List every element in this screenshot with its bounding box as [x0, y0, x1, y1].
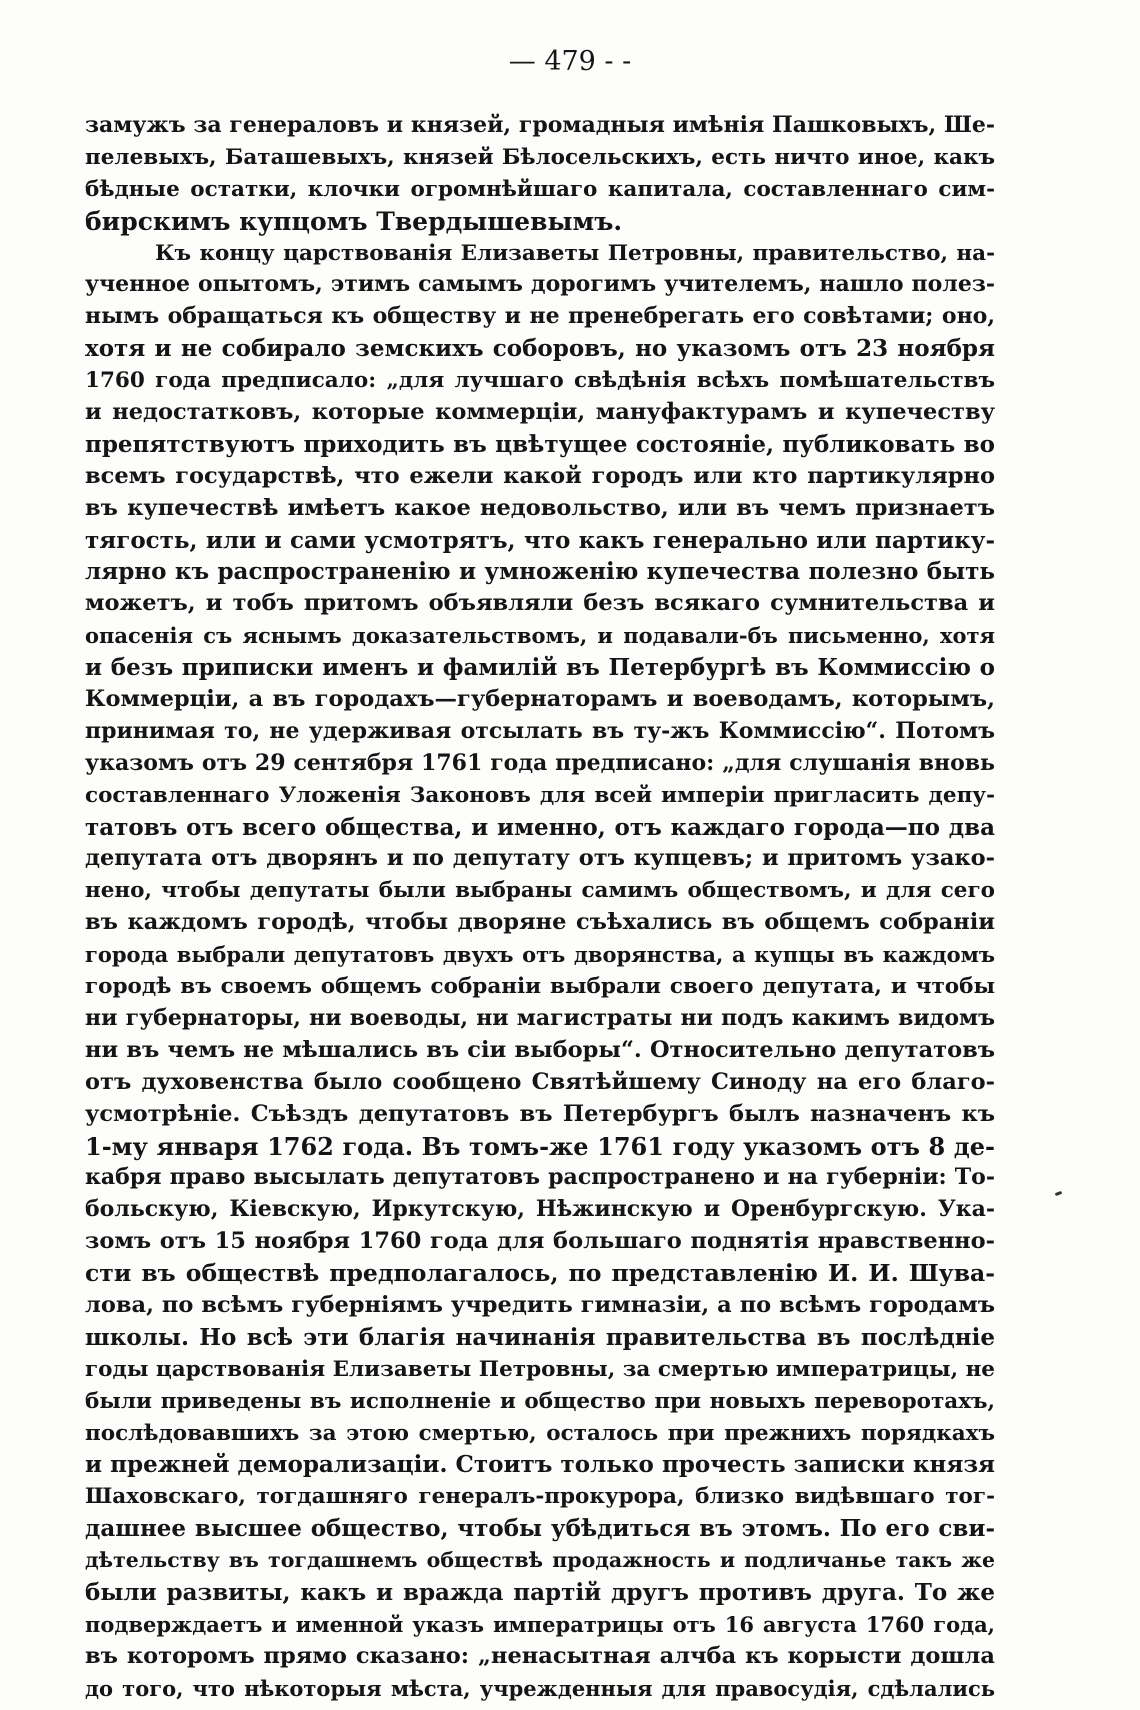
- text-line: опасенія съ яснымъ доказательствомъ, и подавали-бъ письменно, хотя: [85, 623, 995, 649]
- text-line: депутата отъ дворянъ и по депутату отъ купцевъ; и притомъ узако-: [85, 845, 995, 872]
- page-number: — 479 - -: [508, 46, 632, 77]
- text-line: Шаховскаго, тогдашняго генералъ-прокурора, близко видѣвшаго тог-: [85, 1484, 995, 1510]
- body-text: [85, 110, 995, 1705]
- text-line: больскую, Кіевскую, Иркутскую, Нѣжинскую и Оренбургскую. Ука-: [85, 1196, 995, 1223]
- text-line: послѣдовавшихъ за этою смертью, осталось при прежнихъ порядкахъ: [85, 1420, 995, 1446]
- text-line: бирскимъ купцомъ Твердышевымъ.: [85, 206, 623, 236]
- text-line: были развиты, какъ и вражда партій другъ противъ друга. То же: [85, 1578, 995, 1606]
- text-line: нымъ обращаться къ обществу и не пренебрегать его совѣтами; оно,: [85, 303, 995, 330]
- text-line: были приведены въ исполненіе и общество при новыхъ переворотахъ,: [85, 1388, 995, 1414]
- text-line: дѣтельству въ тогдашнемъ обществѣ продажность и подличанье такъ же: [85, 1548, 995, 1573]
- text-line: лярно къ распространенію и умноженію купечества полезно быть: [85, 558, 995, 586]
- text-line: лова, по всѣмъ губерніямъ учредить гимназіи, а по всѣмъ городамъ: [85, 1291, 995, 1318]
- text-line: въ которомъ прямо сказано: „ненасытная алчба къ корысти дошла: [85, 1642, 995, 1669]
- text-line: татовъ отъ всего общества, и именно, отъ каждаго города—по два: [85, 813, 995, 841]
- text-line: до того, что нѣкоторыя мѣста, учрежденныя для правосудія, сдѣлались: [85, 1675, 995, 1701]
- text-line: тягость, или и сами усмотрятъ, что какъ генерально или партику-: [85, 526, 995, 554]
- text-line: въ каждомъ городѣ, чтобы дворяне съѣхались въ общемъ собраніи: [85, 909, 995, 936]
- text-line: можетъ, и тобъ притомъ объявляли безъ всякаго сумнительства и: [85, 590, 995, 617]
- text-line: препятствуютъ приходить въ цвѣтущее состояніе, публиковать во: [85, 430, 995, 458]
- text-line: составленнаго Уложенія Законовъ для всей имперіи пригласить депу-: [85, 782, 995, 808]
- text-line: указомъ отъ 29 сентября 1761 года предписано: „для слушанія вновь: [85, 749, 995, 776]
- text-line: Коммерціи, а въ городахъ—губернаторамъ и воеводамъ, которымъ,: [85, 686, 995, 713]
- ink-speck: [1055, 1191, 1063, 1196]
- text-line: всемъ государствѣ, что ежели какой городъ или кто партикулярно: [85, 462, 995, 489]
- text-line: и безъ приписки именъ и фамилій въ Петербургѣ въ Коммиссію о: [85, 654, 995, 682]
- text-line: дашнее высшее общество, чтобы убѣдиться въ этомъ. По его сви-: [85, 1515, 995, 1543]
- text-line: Къ концу царствованія Елизаветы Петровны, правительство, на-: [155, 240, 995, 266]
- text-line: и недостатковъ, которые коммерціи, мануфактурамъ и купечеству: [85, 399, 995, 426]
- text-line: города выбрали депутатовъ двухъ отъ дворянства, а купцы въ каждомъ: [85, 942, 995, 968]
- text-line: 1760 года предписало: „для лучшаго свѣдѣнія всѣхъ помѣшательствъ: [85, 368, 995, 394]
- text-line: въ купечествѣ имѣетъ какое недовольство, или въ чемъ признаетъ: [85, 494, 995, 521]
- text-line: ни губернаторы, ни воеводы, ни магистраты ни подъ какимъ видомъ: [85, 1004, 995, 1031]
- text-line: кабря право высылать депутатовъ распространено и на губерніи: То-: [85, 1164, 995, 1191]
- text-line: пелевыхъ, Баташевыхъ, князей Бѣлосельскихъ, есть ничто иное, какъ: [85, 144, 995, 170]
- text-line: бѣдные остатки, клочки огромнѣйшаго капитала, составленнаго сим-: [85, 176, 995, 202]
- text-line: хотя и не собирало земскихъ соборовъ, но указомъ отъ 23 ноября: [85, 335, 995, 363]
- text-line: нено, чтобы депутаты были выбраны самимъ обществомъ, и для сего: [85, 878, 995, 904]
- text-line: подверждаетъ и именной указъ императрицы отъ 16 августа 1760 года,: [85, 1611, 995, 1637]
- text-line: принимая то, не удерживая отсылать въ ту-жъ Коммиссію“. Потомъ: [85, 717, 995, 744]
- text-line: школы. Но всѣ эти благія начинанія правительства въ послѣдніе: [85, 1323, 995, 1351]
- text-line: зомъ отъ 15 ноября 1760 года для большаго поднятія нравственно-: [85, 1228, 995, 1255]
- text-line: усмотрѣніе. Съѣздъ депутатовъ въ Петербургъ былъ назначенъ къ: [85, 1100, 995, 1127]
- text-line: и прежней деморализаціи. Стоитъ только прочесть записки князя: [85, 1451, 995, 1479]
- text-line: ученное опытомъ, этимъ самымъ дорогимъ учителемъ, нашло полез-: [85, 271, 995, 298]
- text-line: городѣ въ своемъ общемъ собраніи выбрали своего депутата, и чтобы: [85, 974, 995, 1000]
- text-line: ни въ чемъ не мѣшались въ сіи выборы“. Относительно депутатовъ: [85, 1036, 995, 1063]
- text-line: 1-му января 1762 года. Въ томъ-же 1761 году указомъ отъ 8 де-: [85, 1131, 995, 1161]
- text-line: отъ духовенства было сообщено Святѣйшему Синоду на его благо-: [85, 1068, 995, 1095]
- text-line: сти въ обществѣ предполагалось, по представленію И. И. Шува-: [85, 1259, 995, 1288]
- text-line: годы царствованія Елизаветы Петровны, за смертью императрицы, не: [85, 1356, 995, 1382]
- text-line: замужъ за генераловъ и князей, громадныя имѣнія Пашковыхъ, Ше-: [85, 112, 995, 138]
